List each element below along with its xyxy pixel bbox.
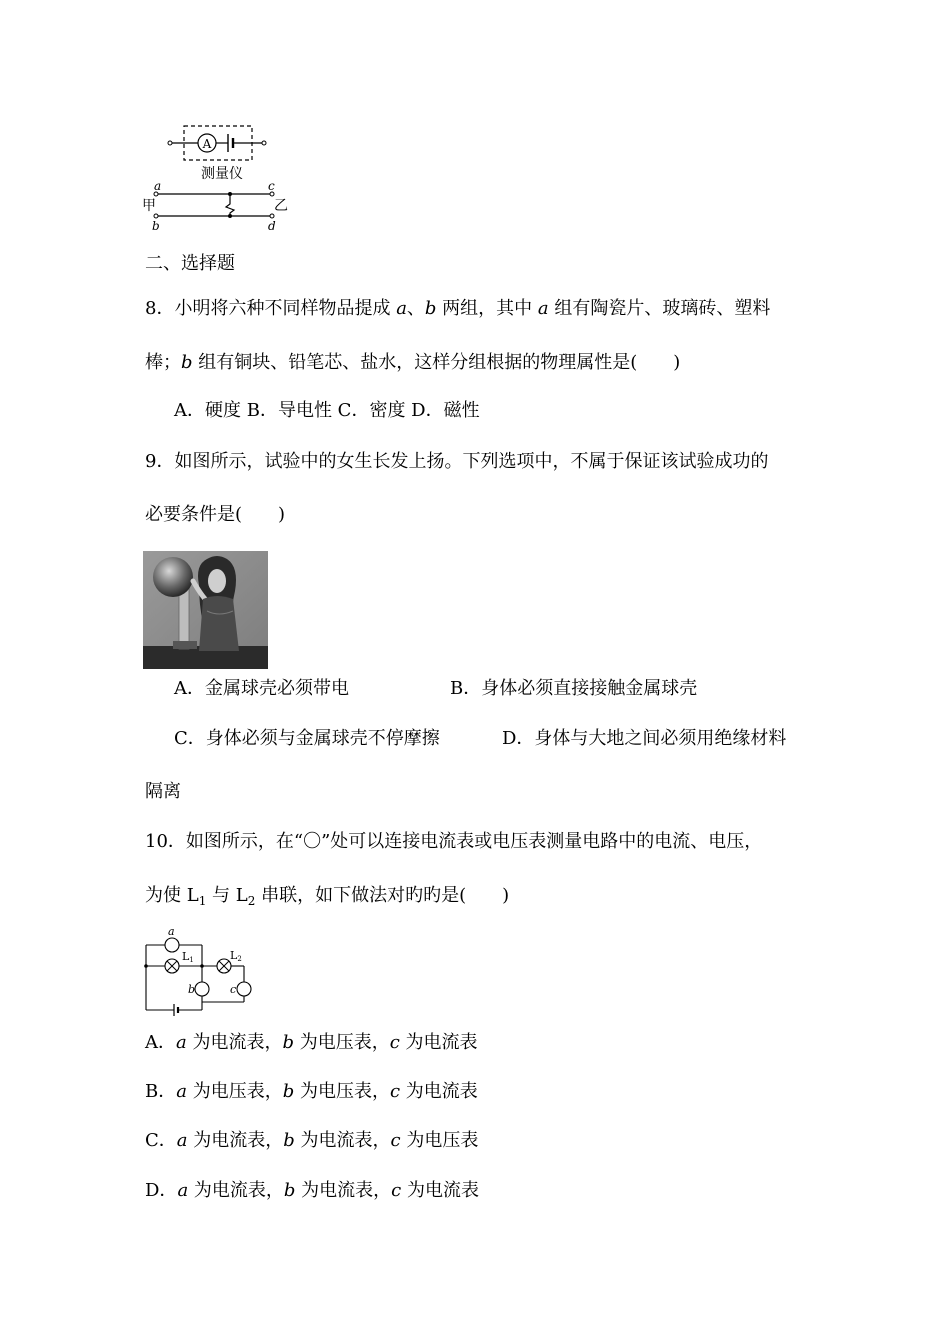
- q8-options: A．硬度 B．导电性 C．密度 D．磁性: [174, 400, 480, 421]
- q9-option-d-cont: 隔离: [145, 781, 181, 802]
- van-de-graaff-photo: [143, 551, 268, 669]
- instrument-figure: [140, 118, 300, 236]
- q9-option-c: C．身体必须与金属球壳不停摩擦: [174, 728, 440, 749]
- body: [199, 596, 239, 651]
- q10-option-b: B．a 为电压表，b 为电压表，c 为电流表: [145, 1081, 478, 1102]
- meter-a-icon: [165, 938, 179, 952]
- circuit-diagram: [138, 920, 258, 1018]
- q9-line2: 必要条件是( ): [145, 504, 286, 525]
- q10-line2: 为使 $L_1$ 与 $L_2$ 串联，如下做法对旳旳是( ): [145, 885, 510, 908]
- instrument-right-terminal: [262, 141, 266, 145]
- label-c: c: [230, 983, 237, 996]
- label-l2: L2: [230, 949, 242, 963]
- metal-sphere: [153, 557, 193, 597]
- meter-b-icon: [195, 982, 209, 996]
- fault-zigzag: [226, 194, 234, 216]
- side-jia-label: 甲: [142, 198, 156, 214]
- instrument-caption: 测量仪: [201, 166, 243, 182]
- terminal-d-label: d: [268, 219, 276, 233]
- label-b: b: [188, 983, 196, 996]
- ammeter-symbol: A: [202, 137, 212, 151]
- q9-option-d: D．身体与大地之间必须用绝缘材料: [502, 728, 787, 749]
- terminal-a-label: a: [154, 179, 162, 193]
- label-l1: L1: [182, 950, 194, 964]
- generator-column: [179, 587, 189, 649]
- face: [208, 569, 226, 593]
- lamp-l1-icon: [165, 959, 179, 973]
- q8-line2: 棒；b 组有铜块、铅笔芯、盐水，这样分组根据的物理属性是( ): [145, 352, 681, 373]
- instrument-left-terminal: [168, 141, 172, 145]
- section-title: 二、选择题: [145, 253, 235, 274]
- q9-option-a: A．金属球壳必须带电: [174, 678, 349, 699]
- q9-option-b: B．身体必须直接接触金属球壳: [450, 678, 698, 699]
- q10-option-c: C．a 为电流表，b 为电流表，c 为电压表: [145, 1130, 479, 1151]
- q8-line1: 8．小明将六种不同样物品提成 a、b 两组，其中 a 组有陶瓷片、玻璃砖、塑料: [145, 298, 771, 319]
- lamp-l2-icon: [217, 959, 231, 973]
- side-yi-label: 乙: [274, 198, 288, 214]
- terminal-b-label: b: [152, 219, 160, 233]
- q10-option-a: A．a 为电流表，b 为电压表，c 为电流表: [145, 1032, 478, 1053]
- meter-c-icon: [237, 982, 251, 996]
- battery-icon: [174, 1004, 178, 1016]
- q10-option-d: D．a 为电流表，b 为电流表，c 为电流表: [145, 1180, 479, 1201]
- q9-line1: 9．如图所示，试验中的女生长发上扬。下列选项中，不属于保证该试验成功的: [145, 451, 769, 472]
- label-a: a: [168, 925, 175, 938]
- terminal-c-label: c: [268, 179, 275, 193]
- q10-line1: 10．如图所示，在“〇”处可以连接电流表或电压表测量电路中的电流、电压，: [145, 831, 763, 852]
